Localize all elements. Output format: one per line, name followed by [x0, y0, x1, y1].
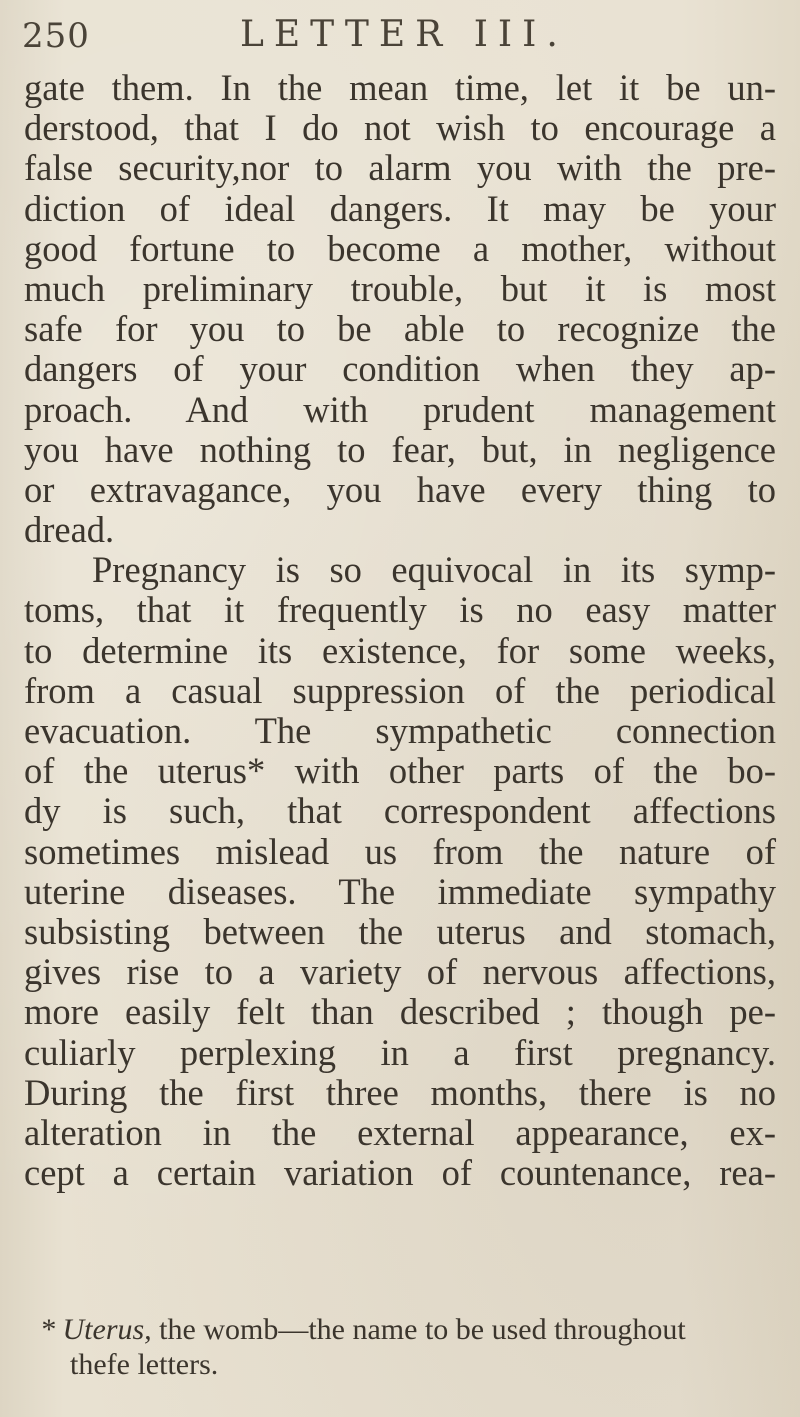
footnote — [40, 1312, 760, 1382]
text-line: During the first three months, there is no — [24, 1071, 776, 1113]
text-line: much preliminary trouble, but it is most — [24, 267, 776, 309]
text-line: dy is such, that correspondent affections — [24, 790, 776, 832]
text-line: more easily felt than described ; though pe- — [24, 991, 776, 1033]
footnote-line: thefe letters. — [70, 1348, 219, 1381]
page-header — [22, 8, 782, 58]
text-line: good fortune to become a mother, without — [24, 227, 776, 269]
text-line: of the uterus* with other parts of the bo- — [24, 750, 776, 792]
running-head: LETTER III. — [240, 14, 568, 55]
footnote-line — [40, 1312, 760, 1347]
text-line: dangers of your condition when they ap- — [24, 348, 776, 390]
paragraph-start-line: Pregnancy is so equivocal in its symp- — [92, 549, 776, 591]
text-line: cept a certain variation of countenance, rea- — [24, 1152, 776, 1194]
text-line: alteration in the external appearance, ex- — [24, 1111, 776, 1153]
body-text — [24, 68, 776, 1193]
text-line: culiarly perplexing in a first pregnancy. — [24, 1031, 776, 1073]
text-line: gives rise to a variety of nervous affections, — [24, 951, 776, 993]
footnote-mark: * — [40, 1313, 55, 1346]
text-line: gate them. In the mean time, let it be un- — [24, 67, 776, 108]
text-line: false security,nor to alarm you with the pre- — [24, 147, 776, 189]
page-number: 250 — [22, 16, 90, 56]
text-line: you have nothing to fear, but, in negligence — [24, 428, 776, 470]
text-line: diction of ideal dangers. It may be your — [24, 187, 776, 229]
text-line: evacuation. The sympathetic connection — [24, 710, 776, 751]
text-line: toms, that it frequently is no easy matter — [24, 589, 776, 631]
text-line: from a casual suppression of the periodical — [24, 669, 776, 711]
text-line: or extravagance, you have every thing to — [24, 468, 776, 510]
text-line: derstood, that I do not wish to encourage a — [24, 107, 776, 149]
text-line: to determine its existence, for some weeks, — [24, 629, 776, 671]
footnote-term: Uterus, — [62, 1313, 152, 1346]
footnote-text: the womb—the name to be used throughout — [151, 1313, 686, 1346]
text-line: dread. — [24, 509, 115, 551]
text-line: subsisting between the uterus and stomach, — [24, 910, 776, 952]
text-line: sometimes mislead us from the nature of — [24, 830, 776, 872]
text-line: uterine diseases. The immediate sympathy — [24, 870, 776, 912]
text-line: safe for you to be able to recognize the — [24, 308, 776, 350]
text-line: proach. And with prudent management — [24, 388, 776, 430]
